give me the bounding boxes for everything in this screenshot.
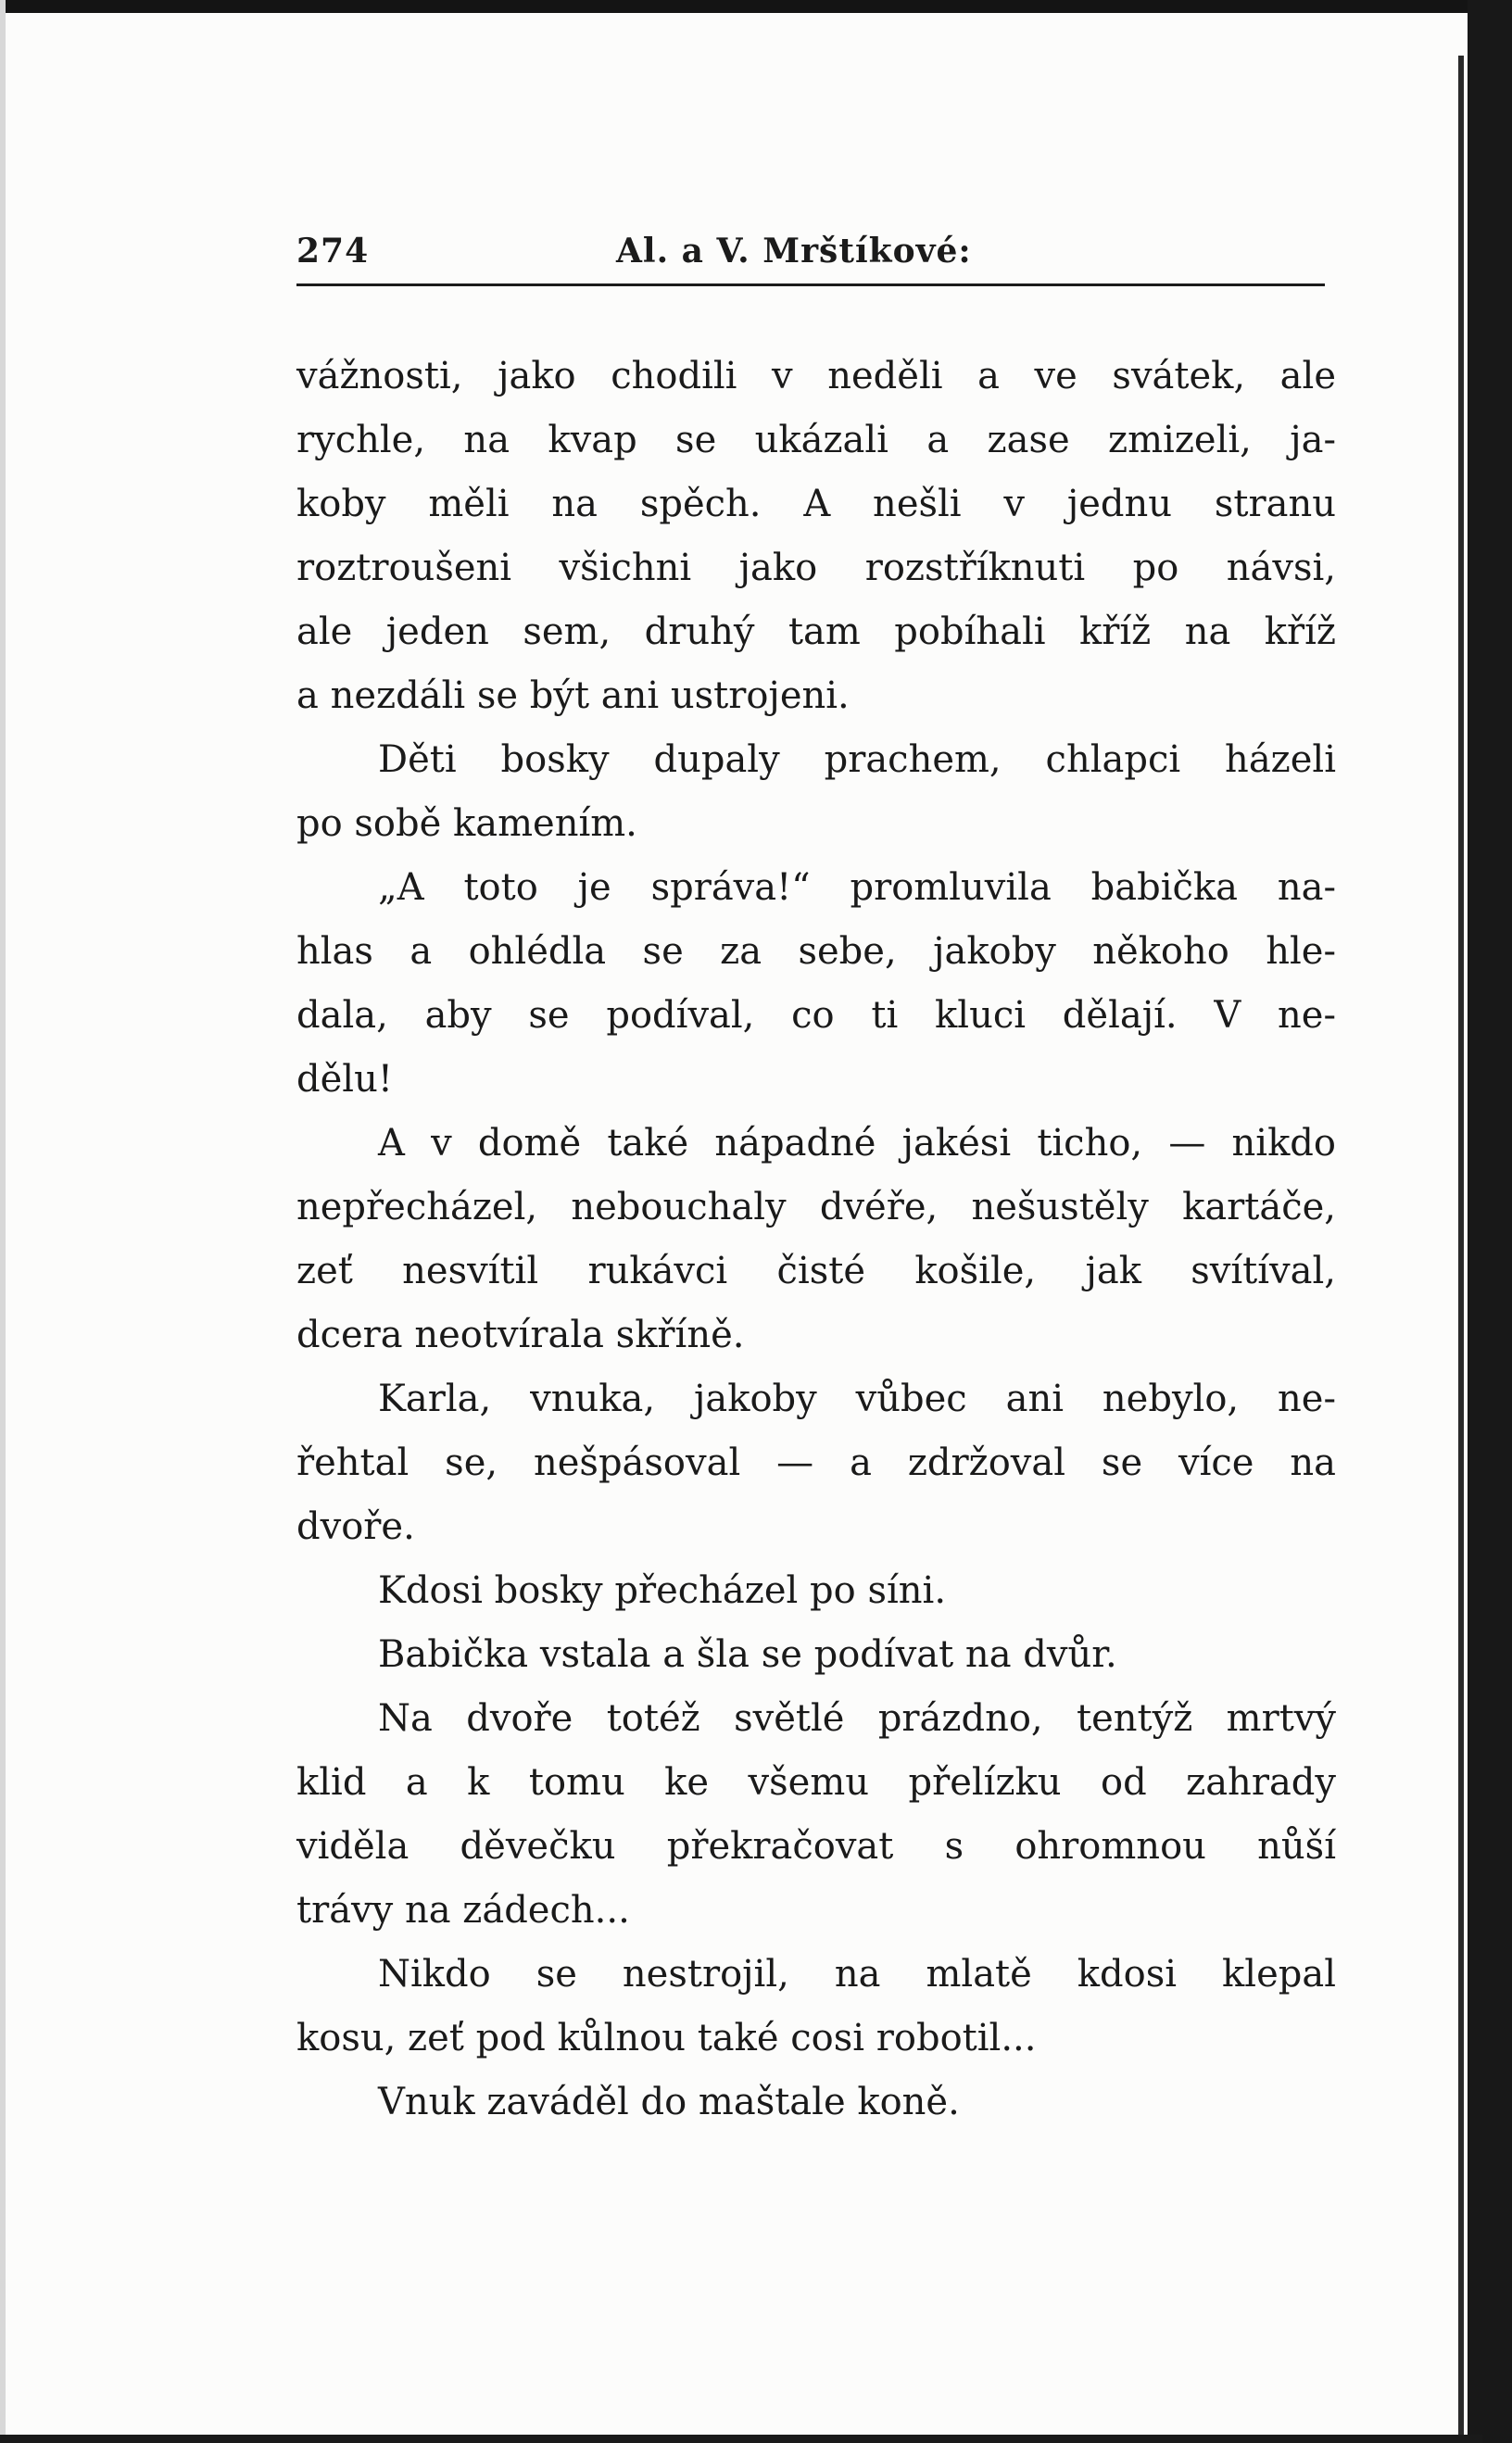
text-line: ale jeden sem, druhý tam pobíhali kříž na kříž <box>296 611 1336 653</box>
text-line: kosu, zeť pod kůlnou také cosi robotil... <box>296 2017 1037 2059</box>
text-line: Nikdo se nestrojil, na mlatě kdosi klepal <box>378 1953 1336 1996</box>
scan-border-right-inner <box>1458 56 1464 2437</box>
text-line: roztroušeni všichni jako rozstříknuti po návsi, <box>296 547 1336 589</box>
text-line: nepřecházel, nebouchaly dvéře, nešustěly kartáče, <box>296 1186 1336 1228</box>
text-line: „A toto je správa!“ promluvila babička na- <box>378 866 1336 909</box>
text-line: po sobě kamením. <box>296 802 637 845</box>
text-line: Karla, vnuka, jakoby vůbec ani nebylo, ne- <box>378 1378 1336 1420</box>
text-line: Kdosi bosky přecházel po síni. <box>378 1569 947 1612</box>
text-line: řehtal se, nešpásoval — a zdržoval se více na <box>296 1442 1336 1484</box>
text-line: viděla děvečku překračovat s ohromnou nůší <box>296 1825 1336 1868</box>
text-line: A v domě také nápadné jakési ticho, — nikdo <box>378 1122 1336 1165</box>
text-line: vážnosti, jako chodili v neděli a ve svátek, ale <box>296 355 1336 397</box>
text-line: Vnuk zaváděl do maštale koně. <box>378 2081 960 2123</box>
text-line: zeť nesvítil rukávci čisté košile, jak svítíval, <box>296 1250 1336 1292</box>
scan-border-left <box>0 0 6 2443</box>
scan-border-top <box>0 0 1482 13</box>
text-line: dělu! <box>296 1058 393 1101</box>
text-line: klid a k tomu ke všemu přelízku od zahrady <box>296 1761 1336 1804</box>
page-header <box>296 215 1325 289</box>
text-line: rychle, na kvap se ukázali a zase zmizeli, ja- <box>296 419 1336 461</box>
text-line: Babička vstala a šla se podívat na dvůr. <box>378 1633 1117 1676</box>
text-line: a nezdáli se být ani ustrojeni. <box>296 674 850 717</box>
text-line: Na dvoře totéž světlé prázdno, tentýž mrtvý <box>378 1697 1336 1740</box>
text-line: dvoře. <box>296 1505 415 1548</box>
text-line: trávy na zádech... <box>296 1889 630 1932</box>
body-text <box>296 345 1336 2134</box>
text-line: hlas a ohlédla se za sebe, jakoby někoho hle- <box>296 930 1336 973</box>
text-line: dala, aby se podíval, co ti kluci dělají. V ne- <box>296 994 1336 1037</box>
scan-border-bottom <box>0 2435 1482 2443</box>
running-title: Al. a V. Mrštíkové: <box>616 232 972 271</box>
header-rule <box>296 283 1325 286</box>
text-line: dcera neotvírala skříně. <box>296 1314 745 1356</box>
text-line: koby měli na spěch. A nešli v jednu stranu <box>296 483 1336 525</box>
page-number: 274 <box>296 232 370 271</box>
scan-border-right <box>1468 0 1512 2443</box>
text-line: Děti bosky dupaly prachem, chlapci házeli <box>378 738 1336 781</box>
